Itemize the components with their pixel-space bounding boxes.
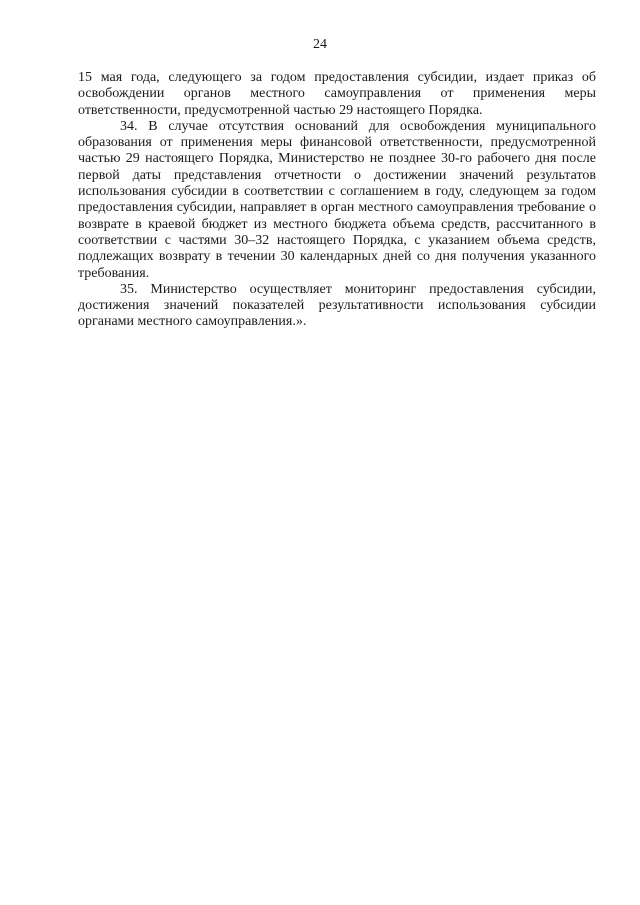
paragraph-35: 35. Министерство осуществляет мониторинг предоставления субсидии, достижения значений показателей результативности использования субсидии органами местного самоуправления.». [78, 281, 596, 330]
document-body [78, 70, 596, 331]
page-number: 24 [313, 37, 327, 52]
paragraph-34: 34. В случае отсутствия оснований для освобождения муниципального образования от применения меры финансовой ответственности, предусмотренной частью 29 настоящего Порядка, Министерство не позднее 30-го рабочего дня после первой даты представления отчетности о достижении значений результатов использования субсидии в соответствии с соглашением в году, следующем за годом предоставления субсидии, направляет в орган местного самоуправления требование о возврате в краевой бюджет из местного бюджета объема средств, рассчитанного в соответствии с частями 30–32 настоящего Порядка, с указанием объема средств, подлежащих возврату в течении 30 календарных дней со дня получения указанного требования. [78, 118, 596, 281]
paragraph-continuation: 15 мая года, следующего за годом предоставления субсидии, издает приказ об освобождении органов местного самоуправления от применения меры ответственности, предусмотренной частью 29 настоящего Порядка. [78, 70, 596, 118]
